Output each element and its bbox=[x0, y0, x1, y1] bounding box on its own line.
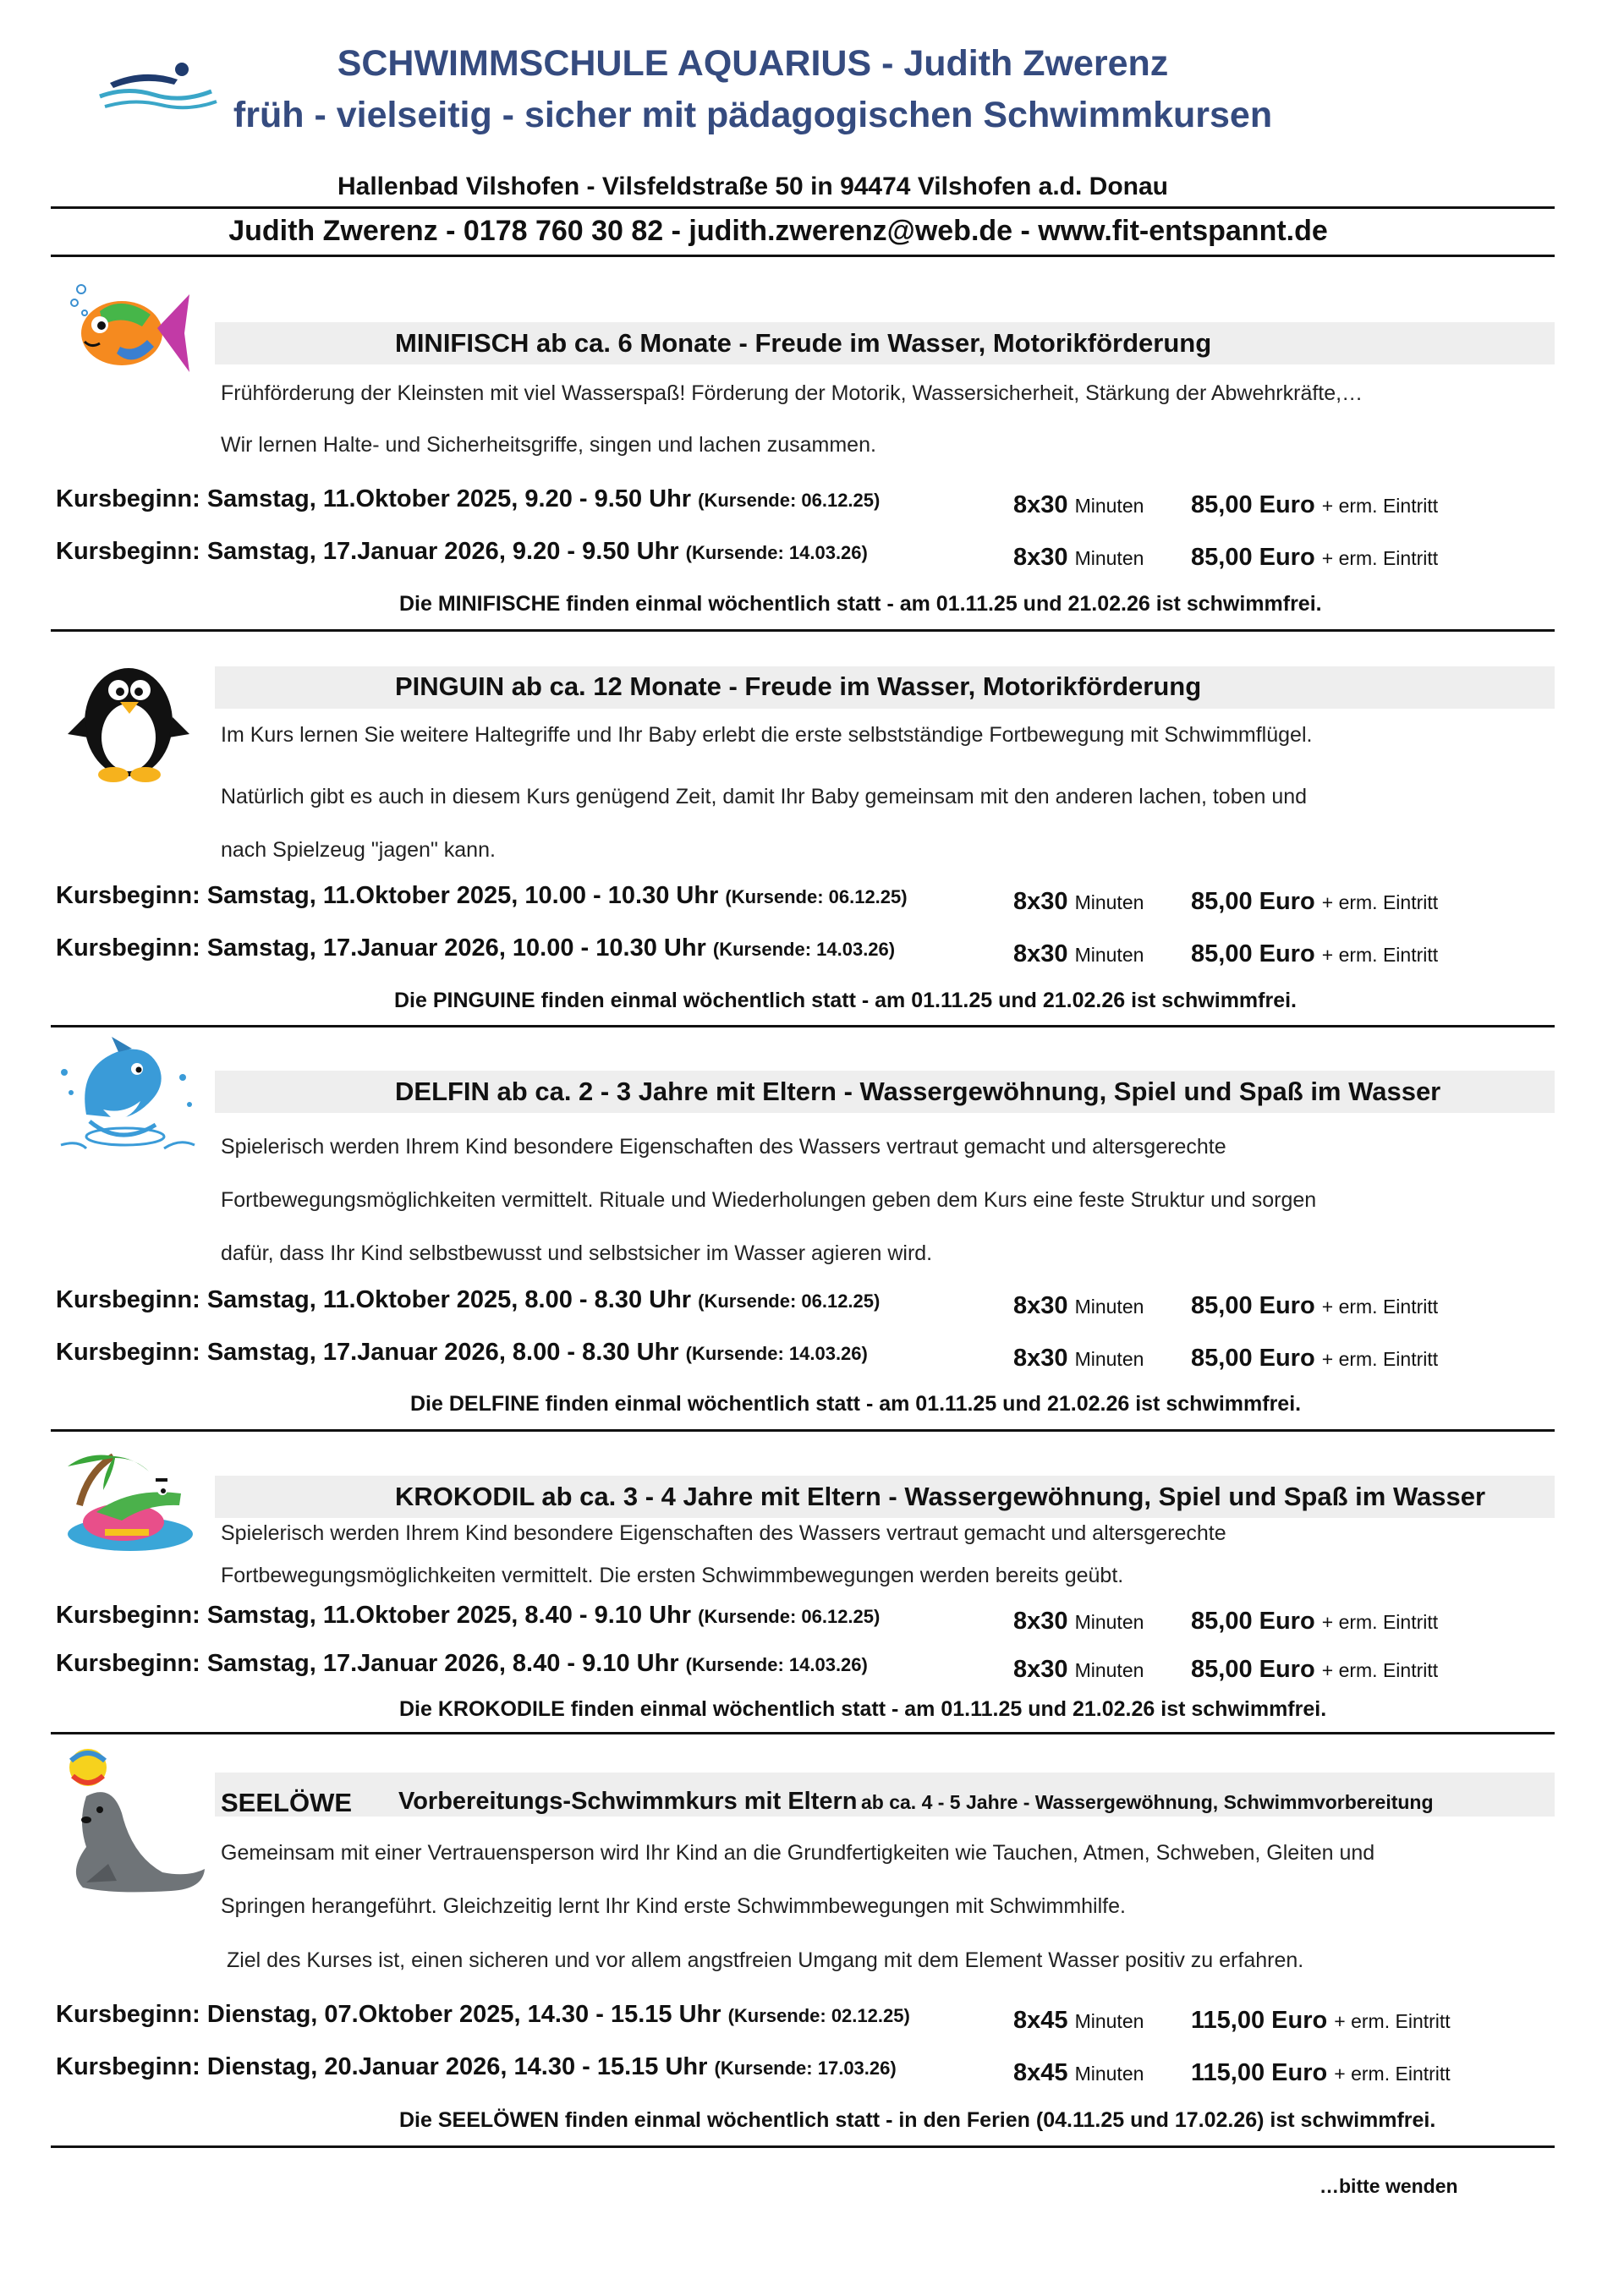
course-description: Frühförderung der Kleinsten mit viel Wasserspaß! Förderung der Motorik, Wassersicherheit, Stärkung der Abwehrkräfte,… bbox=[221, 381, 1363, 405]
course-start: Kursbeginn: Samstag, 17.Januar 2026, 8.00 - 8.30 Uhr (Kursende: 14.03.26) bbox=[56, 1339, 868, 1366]
course-description: Spielerisch werden Ihrem Kind besondere Eigenschaften des Wassers vertraut gemacht und altersgerechte bbox=[221, 1521, 1226, 1545]
course-title: PINGUIN ab ca. 12 Monate - Freude im Wasser, Motorikförderung bbox=[395, 671, 1202, 701]
fish-icon bbox=[66, 277, 193, 386]
course-duration: 8x45 Minuten bbox=[1013, 2059, 1144, 2086]
course-note: Die DELFINE finden einmal wöchentlich statt - am 01.11.25 und 21.02.26 ist schwimmfrei. bbox=[410, 1392, 1302, 1416]
divider bbox=[51, 1732, 1555, 1734]
course-note: Die PINGUINE finden einmal wöchentlich statt - am 01.11.25 und 21.02.26 ist schwimmfrei. bbox=[394, 989, 1298, 1012]
course-start: Kursbeginn: Dienstag, 07.Oktober 2025, 14.30 - 15.15 Uhr (Kursende: 02.12.25) bbox=[56, 2001, 910, 2028]
course-duration: 8x45 Minuten bbox=[1013, 2007, 1144, 2034]
course-description: Im Kurs lernen Sie weitere Haltegriffe und Ihr Baby erlebt die erste selbstständige Fortbewegung mit Schwimmflügel. bbox=[221, 723, 1313, 747]
turn-over-note: …bitte wenden bbox=[1320, 2175, 1458, 2197]
course-description: nach Spielzeug "jagen" kann. bbox=[221, 838, 496, 862]
course-start: Kursbeginn: Dienstag, 20.Januar 2026, 14.30 - 15.15 Uhr (Kursende: 17.03.26) bbox=[56, 2053, 897, 2080]
course-price: 85,00 Euro + erm. Eintritt bbox=[1191, 1345, 1439, 1372]
course-title: MINIFISCH ab ca. 6 Monate - Freude im Wasser, Motorikförderung bbox=[395, 328, 1212, 358]
divider bbox=[51, 1025, 1555, 1027]
dolphin-icon bbox=[52, 1033, 200, 1159]
course-title: Vorbereitungs-Schwimmkurs mit Eltern ab ca. 4 - 5 Jahre - Wassergewöhnung, Schwimmvorbereitung bbox=[398, 1788, 1434, 1815]
course-price: 85,00 Euro + erm. Eintritt bbox=[1191, 544, 1439, 571]
course-start: Kursbeginn: Samstag, 17.Januar 2026, 10.00 - 10.30 Uhr (Kursende: 14.03.26) bbox=[56, 934, 896, 962]
course-description: Natürlich gibt es auch in diesem Kurs genügend Zeit, damit Ihr Baby gemeinsam mit den anderen lachen, toben und bbox=[221, 785, 1308, 808]
course-start: Kursbeginn: Samstag, 11.Oktober 2025, 10.00 - 10.30 Uhr (Kursende: 06.12.25) bbox=[56, 882, 908, 909]
course-description: Gemeinsam mit einer Vertrauensperson wird Ihr Kind an die Grundfertigkeiten wie Tauchen, Atmen, Schweben, Gleiten und bbox=[221, 1841, 1375, 1865]
course-note: Die SEELÖWEN finden einmal wöchentlich statt - in den Ferien (04.11.25 und 17.02.26) ist schwimmfrei. bbox=[399, 2108, 1436, 2132]
course-price: 115,00 Euro + erm. Eintritt bbox=[1191, 2059, 1451, 2086]
course-description: Fortbewegungsmöglichkeiten vermittelt. Rituale und Wiederholungen geben dem Kurs eine feste Struktur und sorgen bbox=[221, 1188, 1317, 1212]
divider bbox=[51, 2145, 1555, 2148]
course-duration: 8x30 Minuten bbox=[1013, 1608, 1144, 1635]
course-start: Kursbeginn: Samstag, 17.Januar 2026, 9.20 - 9.50 Uhr (Kursende: 14.03.26) bbox=[56, 538, 868, 565]
course-description: Fortbewegungsmöglichkeiten vermittelt. Die ersten Schwimmbewegungen werden bereits geübt. bbox=[221, 1564, 1124, 1587]
course-title: DELFIN ab ca. 2 - 3 Jahre mit Eltern - Wassergewöhnung, Spiel und Spaß im Wasser bbox=[395, 1077, 1441, 1106]
course-description: Wir lernen Halte- und Sicherheitsgriffe, singen und lachen zusammen. bbox=[221, 433, 876, 457]
divider bbox=[51, 206, 1555, 209]
course-start: Kursbeginn: Samstag, 17.Januar 2026, 8.40 - 9.10 Uhr (Kursende: 14.03.26) bbox=[56, 1650, 868, 1677]
crocodile-icon bbox=[54, 1446, 202, 1556]
penguin-icon bbox=[66, 649, 193, 785]
course-duration: 8x30 Minuten bbox=[1013, 940, 1144, 967]
sea-lion-icon bbox=[61, 1745, 209, 1902]
course-description: dafür, dass Ihr Kind selbstbewusst und selbstsicher im Wasser agieren wird. bbox=[221, 1241, 933, 1265]
course-price: 85,00 Euro + erm. Eintritt bbox=[1191, 1656, 1439, 1683]
course-name: SEELÖWE bbox=[221, 1788, 353, 1817]
course-price: 85,00 Euro + erm. Eintritt bbox=[1191, 1292, 1439, 1319]
course-price: 85,00 Euro + erm. Eintritt bbox=[1191, 940, 1439, 967]
course-description: Springen herangeführt. Gleichzeitig lernt Ihr Kind erste Schwimmbewegungen mit Schwimmhilfe. bbox=[221, 1894, 1126, 1918]
course-duration: 8x30 Minuten bbox=[1013, 544, 1144, 571]
course-duration: 8x30 Minuten bbox=[1013, 888, 1144, 915]
page-subtitle: früh - vielseitig - sicher mit pädagogischen Schwimmkursen bbox=[233, 95, 1273, 135]
course-price: 85,00 Euro + erm. Eintritt bbox=[1191, 1608, 1439, 1635]
course-description: Ziel des Kurses ist, einen sicheren und vor allem angstfreien Umgang mit dem Element Wasser positiv zu erfahren. bbox=[221, 1948, 1304, 1972]
divider bbox=[51, 1429, 1555, 1432]
course-duration: 8x30 Minuten bbox=[1013, 491, 1144, 518]
course-description: Spielerisch werden Ihrem Kind besondere Eigenschaften des Wassers vertraut gemacht und altersgerechte bbox=[221, 1135, 1226, 1159]
course-start: Kursbeginn: Samstag, 11.Oktober 2025, 8.00 - 8.30 Uhr (Kursende: 06.12.25) bbox=[56, 1286, 881, 1313]
divider bbox=[51, 629, 1555, 632]
course-title: KROKODIL ab ca. 3 - 4 Jahre mit Eltern - Wassergewöhnung, Spiel und Spaß im Wasser bbox=[395, 1482, 1486, 1511]
course-duration: 8x30 Minuten bbox=[1013, 1345, 1144, 1372]
course-note: Die KROKODILE finden einmal wöchentlich statt - am 01.11.25 und 21.02.26 ist schwimmfrei. bbox=[399, 1697, 1327, 1721]
course-price: 115,00 Euro + erm. Eintritt bbox=[1191, 2007, 1451, 2034]
page-title: SCHWIMMSCHULE AQUARIUS - Judith Zwerenz bbox=[337, 43, 1169, 84]
course-duration: 8x30 Minuten bbox=[1013, 1656, 1144, 1683]
course-start: Kursbeginn: Samstag, 11.Oktober 2025, 8.40 - 9.10 Uhr (Kursende: 06.12.25) bbox=[56, 1602, 881, 1629]
course-price: 85,00 Euro + erm. Eintritt bbox=[1191, 888, 1439, 915]
divider bbox=[51, 255, 1555, 257]
course-price: 85,00 Euro + erm. Eintritt bbox=[1191, 491, 1439, 518]
course-duration: 8x30 Minuten bbox=[1013, 1292, 1144, 1319]
course-note: Die MINIFISCHE finden einmal wöchentlich statt - am 01.11.25 und 21.02.26 ist schwimmfrei. bbox=[399, 592, 1322, 616]
course-start: Kursbeginn: Samstag, 11.Oktober 2025, 9.20 - 9.50 Uhr (Kursende: 06.12.25) bbox=[56, 485, 881, 512]
address: Hallenbad Vilshofen - Vilsfeldstraße 50 in 94474 Vilshofen a.d. Donau bbox=[337, 173, 1168, 200]
contact-line: Judith Zwerenz - 0178 760 30 82 - judith.zwerenz@web.de - www.fit-entspannt.de bbox=[228, 215, 1328, 247]
